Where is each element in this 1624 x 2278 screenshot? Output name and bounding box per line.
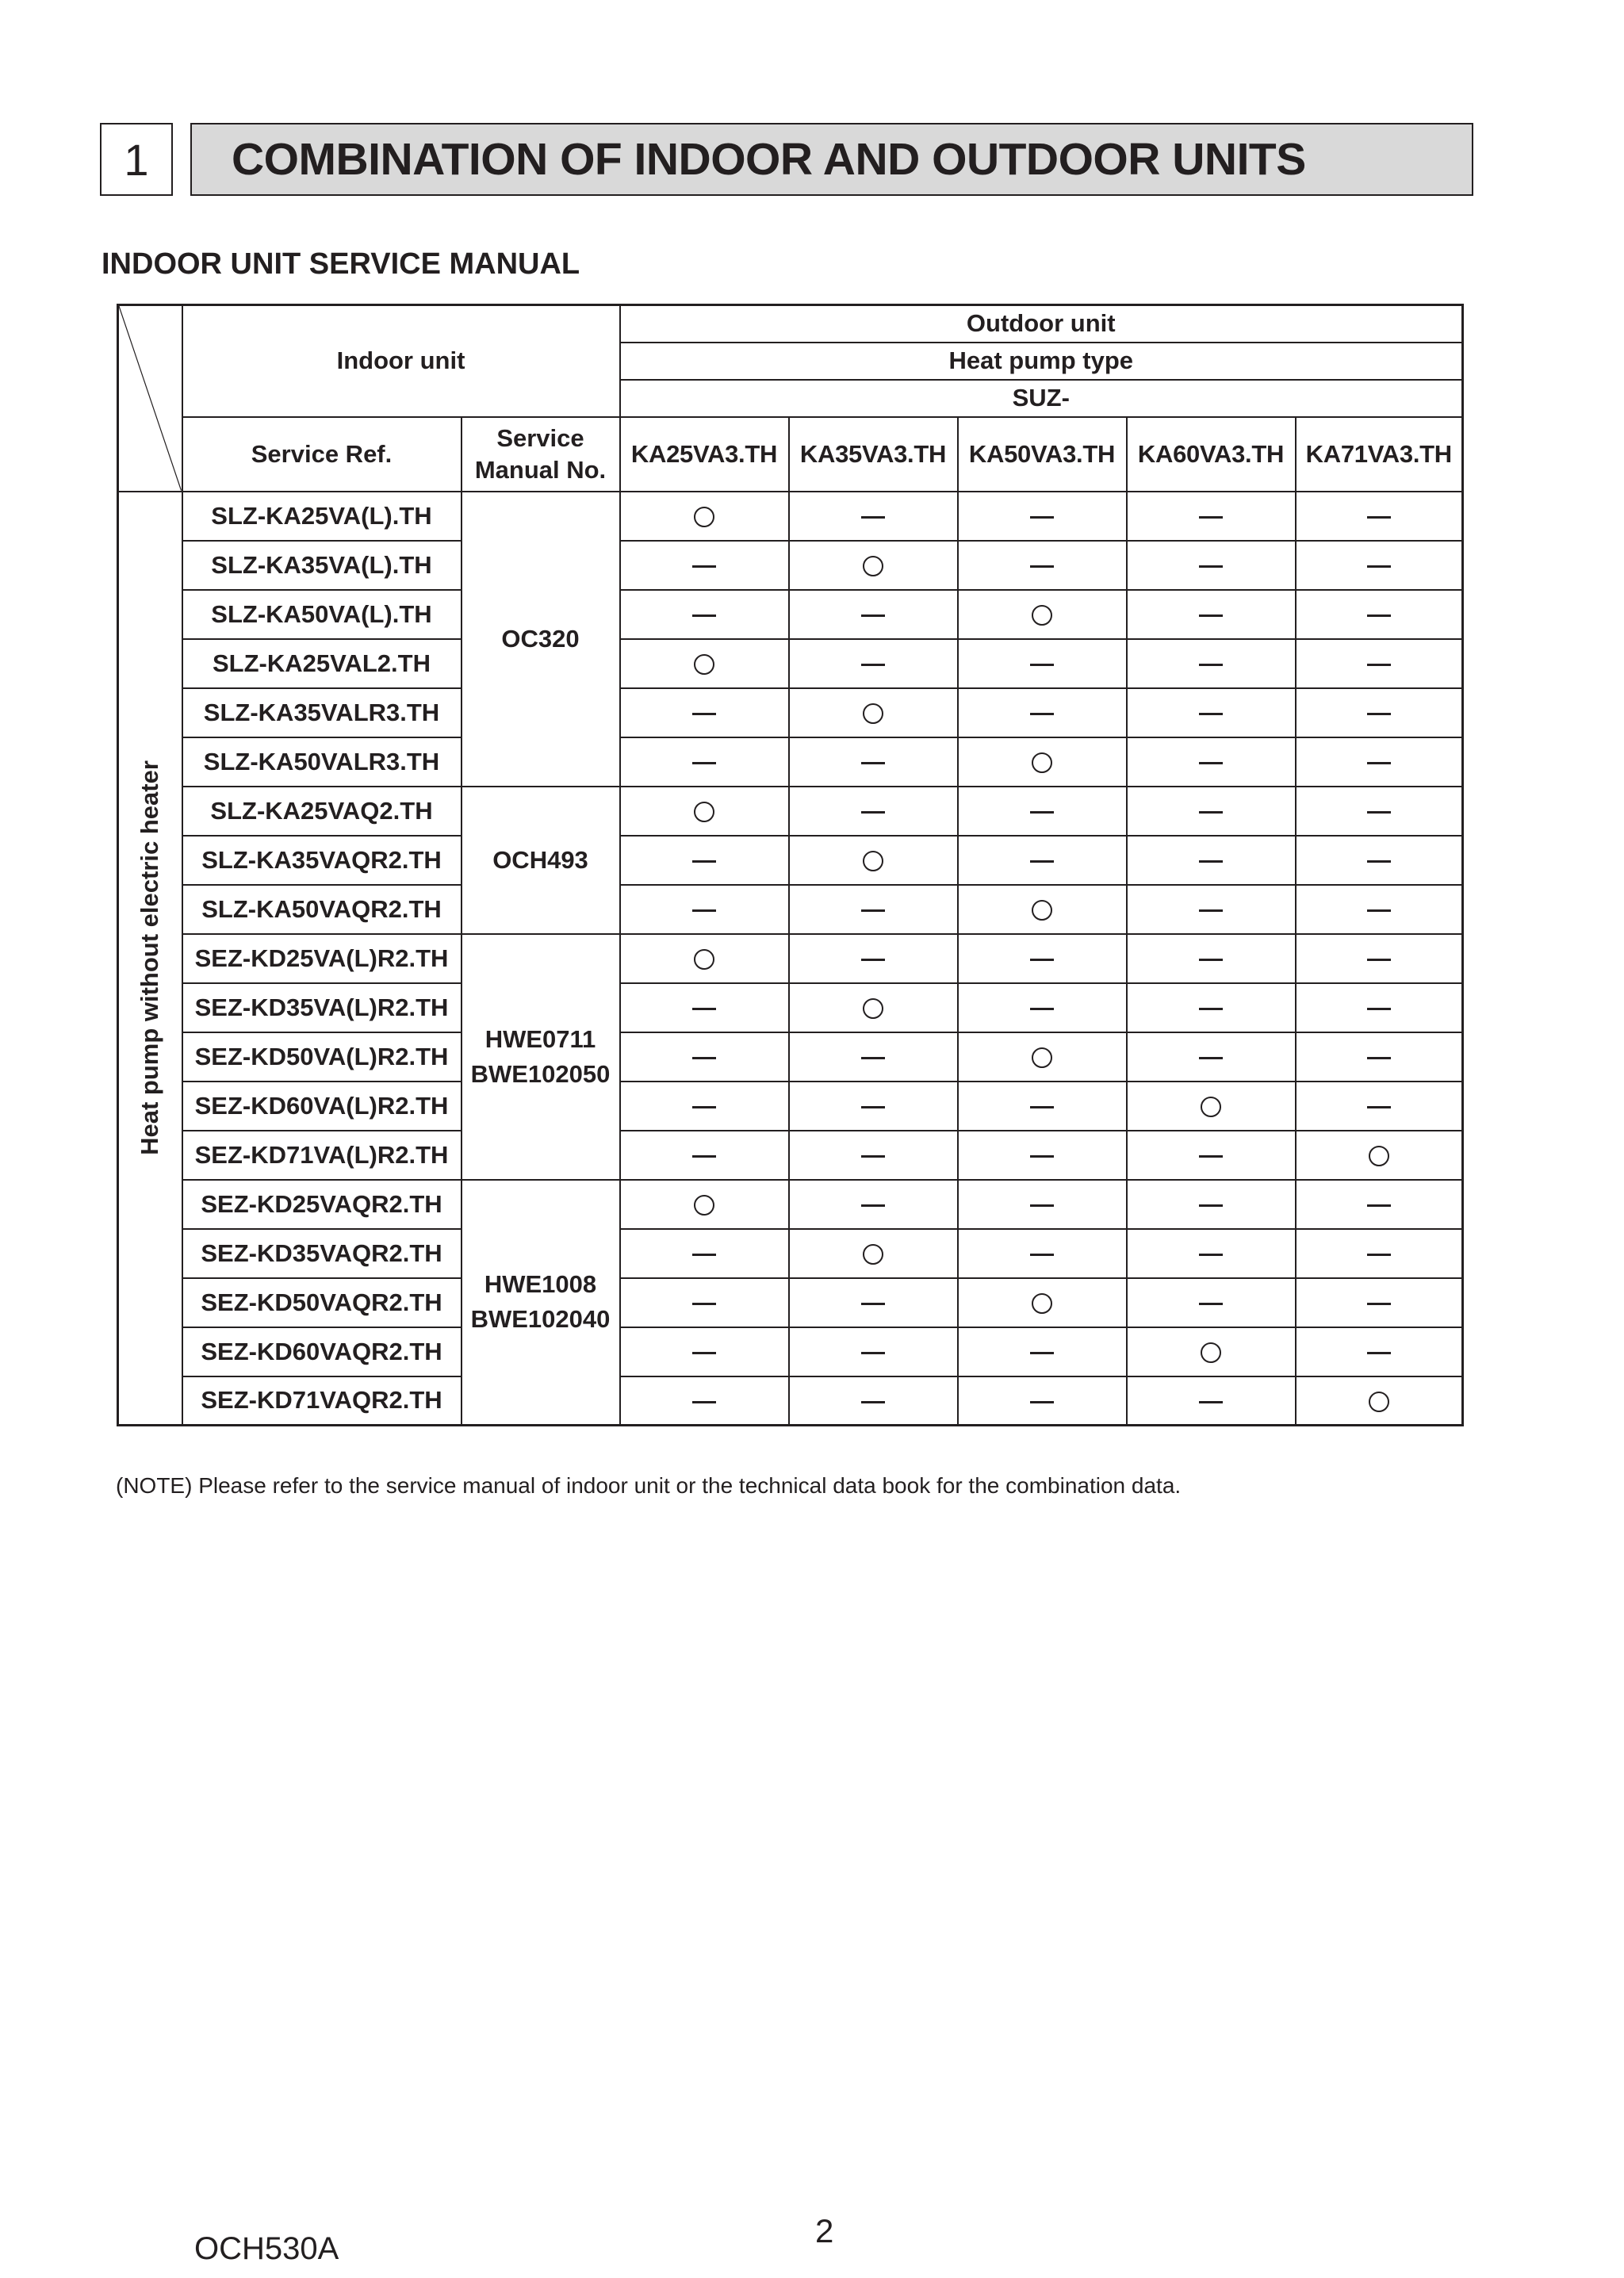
combination-cell [1127, 1327, 1296, 1376]
table-row [118, 934, 1463, 983]
not-applicable-dash-icon [1199, 713, 1223, 715]
compatible-circle-icon [694, 949, 714, 970]
not-applicable-dash-icon [692, 1303, 716, 1305]
compatible-circle-icon [863, 703, 883, 724]
service-ref-cell: SLZ-KA35VA(L).TH [182, 541, 462, 590]
combination-cell [958, 1082, 1127, 1131]
not-applicable-dash-icon [1199, 762, 1223, 764]
not-applicable-dash-icon [1199, 664, 1223, 666]
not-applicable-dash-icon [1030, 565, 1054, 568]
not-applicable-dash-icon [692, 1008, 716, 1010]
combination-cell [620, 1032, 789, 1082]
combination-cell [958, 590, 1127, 639]
not-applicable-dash-icon [861, 959, 885, 961]
combination-cell [958, 541, 1127, 590]
not-applicable-dash-icon [1367, 1254, 1391, 1256]
compatible-circle-icon [1369, 1392, 1389, 1412]
not-applicable-dash-icon [692, 909, 716, 912]
combination-cell [1127, 983, 1296, 1032]
table-row [118, 688, 1463, 737]
table-row [118, 492, 1463, 541]
not-applicable-dash-icon [692, 1106, 716, 1108]
not-applicable-dash-icon [692, 1057, 716, 1059]
table-row [118, 737, 1463, 787]
not-applicable-dash-icon [861, 811, 885, 814]
compatible-circle-icon [1369, 1146, 1389, 1166]
combination-cell [1296, 1082, 1463, 1131]
outdoor-model-header: KA35VA3.TH [789, 417, 958, 492]
combination-cell [789, 1376, 958, 1426]
combination-cell [789, 492, 958, 541]
combination-cell [789, 885, 958, 934]
combination-cell [620, 836, 789, 885]
combination-cell [1127, 492, 1296, 541]
combination-cell [958, 885, 1127, 934]
diagonal-line [119, 306, 182, 491]
combination-cell [620, 787, 789, 836]
not-applicable-dash-icon [1030, 1204, 1054, 1207]
not-applicable-dash-icon [1367, 860, 1391, 863]
compatible-circle-icon [1032, 900, 1052, 921]
service-manual-number: HWE1008 [484, 1270, 597, 1299]
not-applicable-dash-icon [1199, 1401, 1223, 1403]
combination-cell [789, 983, 958, 1032]
combination-cell [958, 934, 1127, 983]
service-ref-cell: SEZ-KD35VAQR2.TH [182, 1229, 462, 1278]
combination-cell [620, 688, 789, 737]
service-ref-header: Service Ref. [182, 417, 462, 492]
side-label-cell [118, 492, 182, 1426]
combination-cell [958, 737, 1127, 787]
combination-cell [620, 1082, 789, 1131]
combination-cell [1127, 1032, 1296, 1082]
combination-cell [789, 1082, 958, 1131]
combination-cell [958, 1032, 1127, 1082]
not-applicable-dash-icon [692, 713, 716, 715]
not-applicable-dash-icon [1199, 1254, 1223, 1256]
not-applicable-dash-icon [1367, 1106, 1391, 1108]
combination-cell [958, 1327, 1127, 1376]
service-manual-number: OCH493 [492, 845, 588, 874]
combination-cell [1296, 1278, 1463, 1327]
service-ref-cell: SEZ-KD25VAQR2.TH [182, 1180, 462, 1229]
table-row [118, 590, 1463, 639]
combination-cell [1296, 934, 1463, 983]
service-manual-number: HWE0711 [485, 1024, 596, 1053]
service-ref-cell: SEZ-KD60VAQR2.TH [182, 1327, 462, 1376]
combination-cell [789, 1229, 958, 1278]
combination-cell [1127, 885, 1296, 934]
table-row [118, 1032, 1463, 1082]
combination-cell [789, 787, 958, 836]
corner-diagonal-cell [118, 305, 182, 492]
combination-cell [620, 492, 789, 541]
combination-cell [1127, 1131, 1296, 1180]
combination-cell [789, 737, 958, 787]
combination-cell [958, 787, 1127, 836]
not-applicable-dash-icon [1199, 959, 1223, 961]
service-ref-cell: SEZ-KD71VA(L)R2.TH [182, 1131, 462, 1180]
not-applicable-dash-icon [861, 614, 885, 617]
table-row [118, 1278, 1463, 1327]
combination-cell [1127, 737, 1296, 787]
table-row [118, 836, 1463, 885]
not-applicable-dash-icon [1199, 1008, 1223, 1010]
service-manual-number: OC320 [501, 624, 580, 653]
not-applicable-dash-icon [692, 565, 716, 568]
compatible-circle-icon [694, 802, 714, 822]
compatible-circle-icon [1201, 1097, 1221, 1117]
combination-cell [1296, 836, 1463, 885]
combination-cell [1127, 590, 1296, 639]
combination-cell [958, 1278, 1127, 1327]
combination-cell [1127, 1180, 1296, 1229]
table-row [118, 885, 1463, 934]
not-applicable-dash-icon [1030, 1352, 1054, 1354]
combination-cell [1127, 1376, 1296, 1426]
table-row [118, 787, 1463, 836]
not-applicable-dash-icon [861, 762, 885, 764]
compatible-circle-icon [1032, 605, 1052, 626]
combination-cell [789, 1278, 958, 1327]
not-applicable-dash-icon [1199, 1303, 1223, 1305]
combination-cell [620, 1180, 789, 1229]
combination-cell [620, 590, 789, 639]
series-header: SUZ- [620, 380, 1463, 417]
not-applicable-dash-icon [692, 860, 716, 863]
combination-cell [1127, 836, 1296, 885]
not-applicable-dash-icon [1199, 1057, 1223, 1059]
combination-table [117, 304, 1464, 1426]
combination-cell [620, 639, 789, 688]
not-applicable-dash-icon [861, 1303, 885, 1305]
combination-cell [620, 934, 789, 983]
not-applicable-dash-icon [861, 664, 885, 666]
not-applicable-dash-icon [1199, 909, 1223, 912]
combination-cell [620, 737, 789, 787]
combination-cell [1296, 737, 1463, 787]
section-title: COMBINATION OF INDOOR AND OUTDOOR UNITS [190, 123, 1473, 196]
compatible-circle-icon [1032, 752, 1052, 773]
compatible-circle-icon [863, 851, 883, 871]
combination-cell [789, 1032, 958, 1082]
combination-cell [1296, 688, 1463, 737]
not-applicable-dash-icon [861, 1352, 885, 1354]
not-applicable-dash-icon [1367, 1204, 1391, 1207]
combination-cell [789, 1180, 958, 1229]
combination-cell [958, 1229, 1127, 1278]
section-number: 1 [100, 123, 173, 196]
compatible-circle-icon [1201, 1342, 1221, 1363]
combination-cell [1127, 787, 1296, 836]
table-row [118, 541, 1463, 590]
compatible-circle-icon [1032, 1293, 1052, 1314]
service-ref-cell: SEZ-KD50VA(L)R2.TH [182, 1032, 462, 1082]
combination-cell [1296, 1327, 1463, 1376]
combination-cell [958, 836, 1127, 885]
combination-cell [620, 1376, 789, 1426]
combination-cell [1127, 1229, 1296, 1278]
service-ref-cell: SLZ-KA25VAQ2.TH [182, 787, 462, 836]
service-manual-cell [462, 1180, 620, 1426]
combination-cell [1296, 1180, 1463, 1229]
service-manual-header [462, 417, 620, 492]
combination-cell [1127, 639, 1296, 688]
note-text: (NOTE) Please refer to the service manual of indoor unit or the technical data book for the combination data. [116, 1473, 1182, 1498]
compatible-circle-icon [694, 654, 714, 675]
combination-cell [620, 983, 789, 1032]
combination-cell [789, 836, 958, 885]
table-row [118, 1082, 1463, 1131]
service-manual-cell [462, 934, 620, 1180]
combination-table-container [117, 304, 1464, 1426]
service-ref-cell: SLZ-KA35VAQR2.TH [182, 836, 462, 885]
compatible-circle-icon [863, 556, 883, 576]
not-applicable-dash-icon [1367, 614, 1391, 617]
service-ref-cell: SEZ-KD60VA(L)R2.TH [182, 1082, 462, 1131]
service-ref-cell: SLZ-KA50VALR3.TH [182, 737, 462, 787]
not-applicable-dash-icon [1199, 516, 1223, 519]
not-applicable-dash-icon [1367, 664, 1391, 666]
service-ref-cell: SEZ-KD25VA(L)R2.TH [182, 934, 462, 983]
outdoor-model-header: KA25VA3.TH [620, 417, 789, 492]
service-manual-number-alt: BWE102050 [470, 1059, 611, 1088]
service-manual-number-alt: BWE102040 [470, 1305, 611, 1334]
not-applicable-dash-icon [1367, 762, 1391, 764]
not-applicable-dash-icon [861, 909, 885, 912]
combination-cell [620, 1327, 789, 1376]
not-applicable-dash-icon [861, 1057, 885, 1059]
service-manual-cell [462, 492, 620, 787]
combination-cell [1296, 1376, 1463, 1426]
combination-cell [1296, 787, 1463, 836]
table-row [118, 1327, 1463, 1376]
outdoor-model-header: KA71VA3.TH [1296, 417, 1463, 492]
combination-cell [1127, 541, 1296, 590]
service-ref-cell: SLZ-KA25VA(L).TH [182, 492, 462, 541]
not-applicable-dash-icon [1030, 860, 1054, 863]
service-ref-cell: SLZ-KA25VAL2.TH [182, 639, 462, 688]
not-applicable-dash-icon [692, 1352, 716, 1354]
not-applicable-dash-icon [1030, 1254, 1054, 1256]
combination-cell [958, 1376, 1127, 1426]
combination-cell [1296, 983, 1463, 1032]
not-applicable-dash-icon [861, 1401, 885, 1403]
combination-cell [789, 1327, 958, 1376]
service-manual-header-line1: Service [496, 423, 584, 452]
not-applicable-dash-icon [1367, 1057, 1391, 1059]
combination-cell [620, 1131, 789, 1180]
not-applicable-dash-icon [1367, 909, 1391, 912]
combination-cell [1127, 934, 1296, 983]
not-applicable-dash-icon [1199, 811, 1223, 814]
indoor-unit-header: Indoor unit [182, 305, 620, 417]
not-applicable-dash-icon [1030, 1008, 1054, 1010]
not-applicable-dash-icon [861, 1204, 885, 1207]
compatible-circle-icon [1032, 1047, 1052, 1068]
not-applicable-dash-icon [1367, 713, 1391, 715]
combination-cell [789, 1131, 958, 1180]
not-applicable-dash-icon [861, 1106, 885, 1108]
combination-cell [1296, 639, 1463, 688]
not-applicable-dash-icon [692, 762, 716, 764]
table-row [118, 983, 1463, 1032]
not-applicable-dash-icon [861, 1155, 885, 1158]
not-applicable-dash-icon [1199, 565, 1223, 568]
not-applicable-dash-icon [1367, 1352, 1391, 1354]
service-manual-header-line2: Manual No. [474, 455, 607, 484]
combination-cell [620, 1229, 789, 1278]
service-ref-cell: SEZ-KD71VAQR2.TH [182, 1376, 462, 1426]
combination-cell [1296, 1131, 1463, 1180]
service-ref-cell: SLZ-KA35VALR3.TH [182, 688, 462, 737]
combination-cell [1296, 492, 1463, 541]
service-ref-cell: SLZ-KA50VA(L).TH [182, 590, 462, 639]
table-row [118, 1180, 1463, 1229]
combination-cell [789, 934, 958, 983]
not-applicable-dash-icon [1199, 1155, 1223, 1158]
combination-cell [620, 541, 789, 590]
combination-cell [1296, 1229, 1463, 1278]
outdoor-model-header: KA60VA3.TH [1127, 417, 1296, 492]
combination-cell [789, 541, 958, 590]
outdoor-unit-header: Outdoor unit [620, 305, 1463, 343]
not-applicable-dash-icon [1030, 664, 1054, 666]
not-applicable-dash-icon [1367, 565, 1391, 568]
table-row [118, 1376, 1463, 1426]
subheading: INDOOR UNIT SERVICE MANUAL [102, 247, 580, 281]
not-applicable-dash-icon [1199, 614, 1223, 617]
not-applicable-dash-icon [1030, 713, 1054, 715]
not-applicable-dash-icon [1367, 1303, 1391, 1305]
not-applicable-dash-icon [1367, 959, 1391, 961]
not-applicable-dash-icon [1030, 1106, 1054, 1108]
side-label: Heat pump without electric heater [136, 760, 164, 1156]
document-code: OCH530A [194, 2231, 339, 2266]
not-applicable-dash-icon [692, 1155, 716, 1158]
not-applicable-dash-icon [1367, 811, 1391, 814]
outdoor-model-header: KA50VA3.TH [958, 417, 1127, 492]
combination-cell [789, 639, 958, 688]
page-number: 2 [815, 2212, 834, 2249]
combination-cell [958, 639, 1127, 688]
combination-cell [958, 1131, 1127, 1180]
combination-cell [958, 983, 1127, 1032]
service-ref-cell: SEZ-KD50VAQR2.TH [182, 1278, 462, 1327]
heat-pump-type-header: Heat pump type [620, 343, 1463, 380]
combination-cell [958, 492, 1127, 541]
table-row [118, 639, 1463, 688]
combination-cell [958, 1180, 1127, 1229]
combination-cell [1296, 885, 1463, 934]
compatible-circle-icon [694, 507, 714, 527]
compatible-circle-icon [863, 998, 883, 1019]
not-applicable-dash-icon [1030, 959, 1054, 961]
not-applicable-dash-icon [692, 614, 716, 617]
combination-cell [1127, 1082, 1296, 1131]
not-applicable-dash-icon [692, 1254, 716, 1256]
combination-cell [1296, 541, 1463, 590]
service-manual-cell [462, 787, 620, 934]
not-applicable-dash-icon [1199, 860, 1223, 863]
not-applicable-dash-icon [1367, 516, 1391, 519]
combination-cell [1296, 1032, 1463, 1082]
not-applicable-dash-icon [1030, 1155, 1054, 1158]
combination-cell [958, 688, 1127, 737]
combination-cell [620, 1278, 789, 1327]
not-applicable-dash-icon [1030, 811, 1054, 814]
not-applicable-dash-icon [1199, 1204, 1223, 1207]
combination-cell [1127, 688, 1296, 737]
service-ref-cell: SEZ-KD35VA(L)R2.TH [182, 983, 462, 1032]
combination-cell [1296, 590, 1463, 639]
compatible-circle-icon [863, 1244, 883, 1265]
combination-cell [620, 885, 789, 934]
combination-cell [1127, 1278, 1296, 1327]
table-row [118, 1229, 1463, 1278]
combination-cell [789, 590, 958, 639]
service-ref-cell: SLZ-KA50VAQR2.TH [182, 885, 462, 934]
not-applicable-dash-icon [692, 1401, 716, 1403]
not-applicable-dash-icon [861, 516, 885, 519]
not-applicable-dash-icon [1367, 1008, 1391, 1010]
combination-cell [789, 688, 958, 737]
compatible-circle-icon [694, 1195, 714, 1216]
not-applicable-dash-icon [1030, 1401, 1054, 1403]
table-row [118, 1131, 1463, 1180]
not-applicable-dash-icon [1030, 516, 1054, 519]
